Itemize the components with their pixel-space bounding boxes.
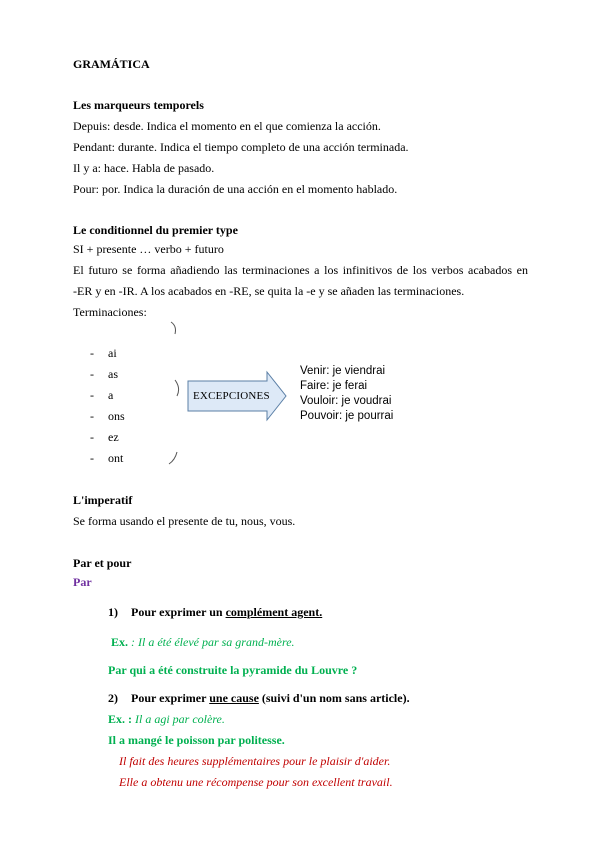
item2-green-line: Il a mangé le poisson par politesse. xyxy=(108,733,285,747)
marqueur-line-pour: Pour: por. Indica la duración de una acción en el momento hablado. xyxy=(73,182,398,196)
item2-red-line-1: Il fait des heures supplémentaires pour le plaisir d'aider. xyxy=(119,754,391,768)
item1-heading-underlined: complément agent. xyxy=(225,605,323,619)
section-heading-marqueurs: Les marqueurs temporels xyxy=(73,98,204,112)
exception-item: Venir: je viendrai xyxy=(300,365,386,377)
section-heading-par-pour: Par et pour xyxy=(73,556,132,570)
conditionnel-paragraph-line1: El futuro se forma añadiendo las terminaciones a los infinitivos de los verbos acabados en xyxy=(73,263,528,277)
list-bullet: - xyxy=(90,346,94,360)
excepciones-label: EXCEPCIONES xyxy=(193,390,270,402)
item2-red-line-2: Elle a obtenu une récompense pour son excellent travail. xyxy=(119,775,393,789)
example-label: Ex. xyxy=(111,635,129,649)
item2-heading-prefix: Pour exprimer xyxy=(131,691,210,705)
terminaciones-label: Terminaciones: xyxy=(73,305,147,319)
conditionnel-formula: SI + presente … verbo + futuro xyxy=(73,242,224,256)
item2-example xyxy=(108,712,225,726)
ending-item: ai xyxy=(108,346,117,360)
marqueur-line-pendant: Pendant: durante. Indica el tiempo completo de una acción terminada. xyxy=(73,140,409,154)
brace-bottom-icon xyxy=(169,452,177,464)
list-bullet: - xyxy=(90,367,94,381)
ending-item: ons xyxy=(108,409,125,423)
item1-example xyxy=(111,635,295,649)
ending-item: ont xyxy=(108,451,124,465)
example-text: : Il a été élevé par sa grand-mère. xyxy=(128,635,295,649)
item2-number: 2) xyxy=(108,691,118,705)
item1-number: 1) xyxy=(108,605,118,619)
ending-item: a xyxy=(108,388,114,402)
par-label: Par xyxy=(73,575,92,589)
list-bullet: - xyxy=(90,430,94,444)
section-heading-conditionnel: Le conditionnel du premier type xyxy=(73,223,238,237)
list-bullet: - xyxy=(90,388,94,402)
exception-item: Vouloir: je voudrai xyxy=(300,395,392,407)
item2-heading-underlined: une cause xyxy=(209,691,259,705)
section-heading-imperatif: L'imperatif xyxy=(73,493,133,507)
list-bullet: - xyxy=(90,409,94,423)
marqueur-line-ilya: Il y a: hace. Habla de pasado. xyxy=(73,161,215,175)
exception-item: Pouvoir: je pourrai xyxy=(300,410,394,422)
page-title: GRAMÁTICA xyxy=(73,57,150,71)
item1-heading xyxy=(131,605,322,619)
item2-heading xyxy=(131,691,410,705)
marqueur-line-depuis: Depuis: desde. Indica el momento en el que comienza la acción. xyxy=(73,119,381,133)
item1-question: Par qui a été construite la pyramide du Louvre ? xyxy=(108,663,358,677)
list-bullet: - xyxy=(90,451,94,465)
conditionnel-paragraph-line2: -ER y en -IR. A los acabados en -RE, se quita la -e y se añaden las terminaciones. xyxy=(73,284,465,298)
example-text: Il a agi par colère. xyxy=(132,712,225,726)
ending-item: ez xyxy=(108,430,119,444)
exception-item: Faire: je ferai xyxy=(300,380,368,392)
ending-item: as xyxy=(108,367,118,381)
example-label: Ex. : xyxy=(108,712,132,726)
brace-middle-icon xyxy=(175,380,179,396)
item1-heading-prefix: Pour exprimer un xyxy=(131,605,226,619)
imperatif-text: Se forma usando el presente de tu, nous, vous. xyxy=(73,514,296,528)
item2-heading-suffix: (suivi d'un nom sans article). xyxy=(258,691,410,705)
brace-top-icon xyxy=(171,322,176,334)
